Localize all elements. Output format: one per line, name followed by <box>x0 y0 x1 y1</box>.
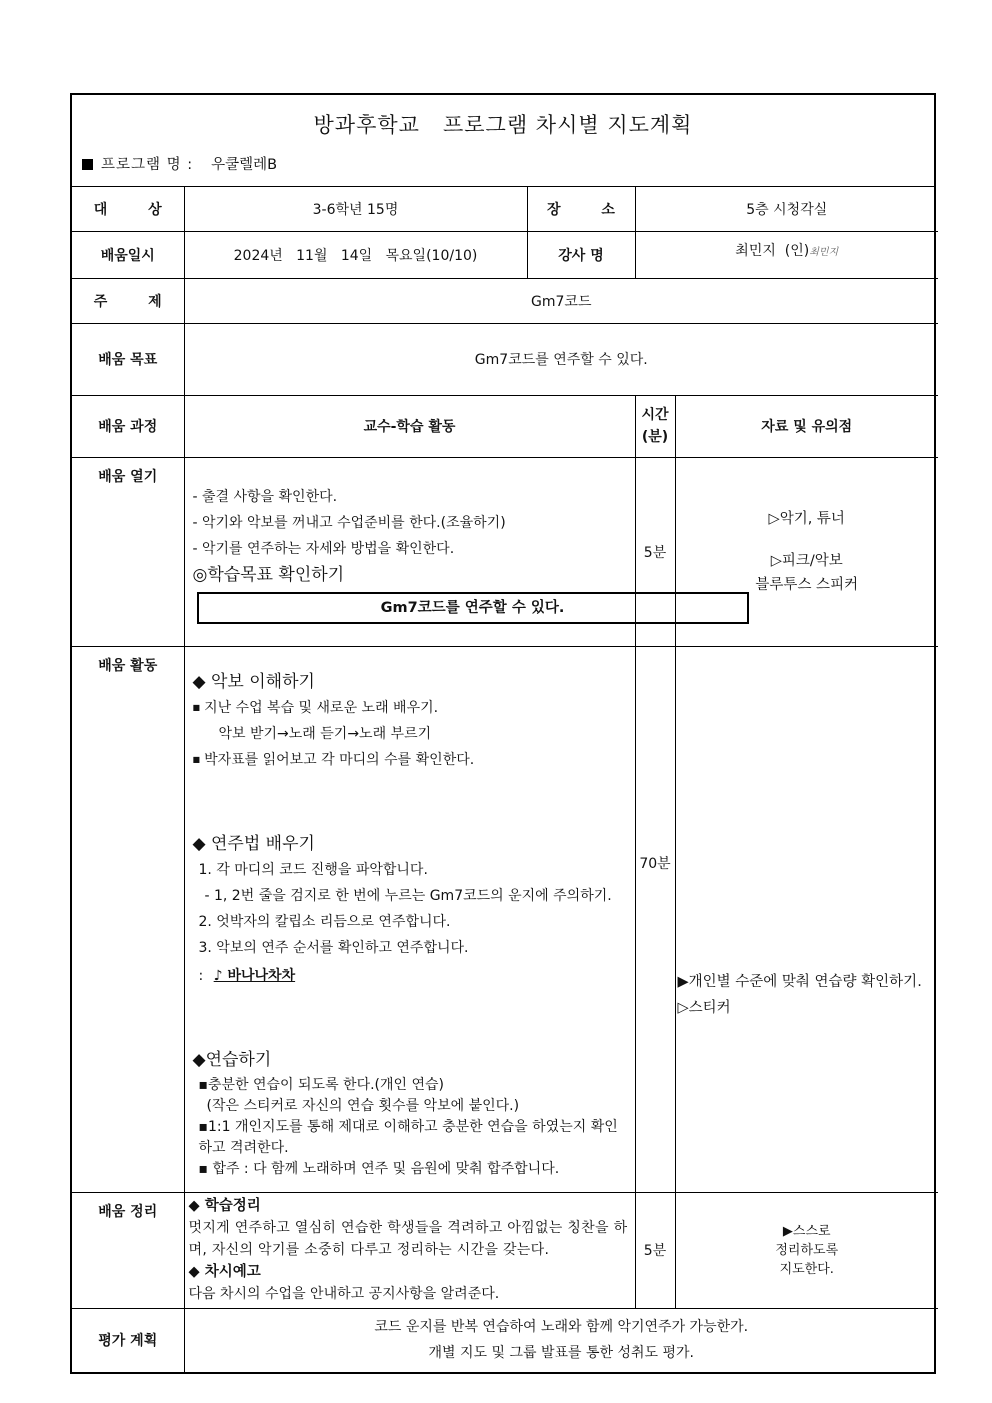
row-topic <box>72 278 938 323</box>
teacher-value-cell <box>635 231 938 278</box>
evaluation-line: 개별 지도 및 그룹 발표를 통한 성취도 평가. <box>428 1345 695 1362</box>
activity-materials-cell <box>675 646 938 1192</box>
square-bullet-icon: ■ <box>192 754 201 764</box>
topic-value: Gm7코드 <box>184 278 938 323</box>
song-prefix: : <box>198 967 204 984</box>
score-item: ■ 지난 수업 복습 및 새로운 노래 배우기. <box>192 699 439 716</box>
closing-material: 정리하도록 <box>775 1242 839 1258</box>
goal-check-heading: ◎학습목표 확인하기 <box>192 564 345 585</box>
practice-item: ▪ 합주 : 다 함께 노래하며 연주 및 음원에 맞춰 합주합니다. <box>198 1160 560 1177</box>
row-activity <box>72 646 938 1192</box>
topic-label-cell: 주 제 <box>72 278 184 323</box>
play-item: - 1, 2번 줄을 검지로 한 번에 누르는 Gm7코드의 운지에 주의하기. <box>204 887 612 904</box>
title-block <box>72 95 934 187</box>
opening-time: 5분 <box>635 457 675 646</box>
opening-material: ▷악기, 튜너 <box>768 510 845 527</box>
score-heading: ◆ 악보 이해하기 <box>192 671 315 692</box>
lesson-plan-document <box>70 93 936 1374</box>
preview-text: 다음 차시의 수업을 안내하고 공지사항을 알려준다. <box>188 1285 500 1302</box>
closing-material: 지도한다. <box>779 1261 834 1277</box>
evaluation-cell <box>184 1308 938 1372</box>
place-value: 5층 시청각실 <box>635 187 938 231</box>
process-header: 배움 과정 <box>72 395 184 457</box>
teacher-signature: 최민지 <box>809 246 839 258</box>
closing-material: ▶스스로 <box>782 1223 831 1239</box>
play-item: 2. 엇박자의 칼립소 리듬으로 연주합니다. <box>198 913 451 930</box>
materials-header: 자료 및 유의점 <box>675 395 938 457</box>
practice-item: ▪1:1 개인지도를 통해 제대로 이해하고 충분한 연습을 하였는지 확인하고 격려한다. <box>198 1118 618 1156</box>
play-item: 3. 악보의 연주 순서를 확인하고 연주합니다. <box>198 939 469 956</box>
practice-item: ▪충분한 연습이 되도록 한다.(개인 연습) <box>198 1076 445 1093</box>
row-evaluation <box>72 1308 938 1372</box>
closing-materials-cell <box>675 1192 938 1308</box>
activity-label: 배움 활동 <box>72 646 184 1192</box>
score-item: 악보 받기→노래 듣기→노래 부르기 <box>218 725 432 742</box>
learning-goal-box: Gm7코드를 연주할 수 있다. <box>197 592 749 624</box>
row-date-teacher <box>72 231 938 278</box>
program-name-label: 프로그램 명 : <box>101 157 194 173</box>
activity-material: ▷스티커 <box>677 999 731 1016</box>
opening-line: - 악기와 악보를 꺼내고 수업준비를 한다.(조율하기) <box>192 514 506 531</box>
time-header: 시간(분) <box>635 395 675 457</box>
play-item: 1. 각 마디의 코드 진행을 파악합니다. <box>198 861 428 878</box>
activity-header: 교수-학습 활동 <box>184 395 635 457</box>
lesson-plan-table <box>72 187 938 1372</box>
summary-heading: ◆ 학습정리 <box>188 1197 261 1214</box>
document-title: 방과후학교 프로그램 차시별 지도계획 <box>313 113 693 137</box>
evaluation-line: 코드 운지를 반복 연습하여 노래와 함께 악기연주가 가능한가. <box>374 1319 749 1336</box>
square-bullet-icon <box>82 159 93 170</box>
opening-label: 배움 열기 <box>72 457 184 646</box>
summary-text: 멋지게 연주하고 열심히 연습한 학생들을 격려하고 아낌없는 칭찬을 하며, 자신의 악기를 소중히 다루고 정리하는 시간을 갖는다. <box>188 1219 628 1258</box>
closing-label: 배움 정리 <box>72 1192 184 1308</box>
preview-heading: ◆ 차시예고 <box>188 1263 261 1280</box>
row-column-headers <box>72 395 938 457</box>
opening-material: ▷피크/악보 <box>770 552 843 569</box>
main-activity-cell <box>184 646 635 1192</box>
evaluation-label: 평가 계획 <box>72 1308 184 1372</box>
opening-line: - 출결 사항을 확인한다. <box>192 488 338 505</box>
target-label-cell: 대 상 <box>72 187 184 231</box>
song-title: ♪ 바나나차차 <box>213 967 296 984</box>
opening-activity-cell <box>184 457 635 646</box>
row-target-place <box>72 187 938 231</box>
date-value: 2024년 11월 14일 목요일(10/10) <box>184 231 527 278</box>
program-name-line <box>82 153 277 174</box>
opening-materials-cell <box>675 457 938 646</box>
place-label-cell: 장 소 <box>527 187 635 231</box>
opening-material: 블루투스 스피커 <box>755 576 859 593</box>
row-opening <box>72 457 938 646</box>
activity-time: 70분 <box>635 646 675 1192</box>
closing-time: 5분 <box>635 1192 675 1308</box>
opening-line: - 악기를 연주하는 자세와 방법을 확인한다. <box>192 540 455 557</box>
square-bullet-icon: ■ <box>192 702 201 712</box>
teacher-label: 강사 명 <box>527 231 635 278</box>
row-goal <box>72 323 938 395</box>
row-closing <box>72 1192 938 1308</box>
practice-item: (작은 스티커로 자신의 연습 횟수를 악보에 붙인다.) <box>206 1097 520 1114</box>
goal-value: Gm7코드를 연주할 수 있다. <box>184 323 938 395</box>
program-name-value: 우쿨렐레B <box>211 157 278 173</box>
play-heading: ◆ 연주법 배우기 <box>192 833 315 854</box>
target-value: 3-6학년 15명 <box>184 187 527 231</box>
score-item: ■ 박자표를 읽어보고 각 마디의 수를 확인한다. <box>192 751 475 768</box>
activity-material: ▶개인별 수준에 맞춰 연습량 확인하기. <box>677 973 922 990</box>
practice-heading: ◆연습하기 <box>192 1049 272 1070</box>
date-label: 배움일시 <box>72 231 184 278</box>
closing-activity-cell <box>184 1192 635 1308</box>
song-line <box>193 961 627 991</box>
goal-label: 배움 목표 <box>72 323 184 395</box>
teacher-value: 최민지 (인) <box>735 242 810 259</box>
